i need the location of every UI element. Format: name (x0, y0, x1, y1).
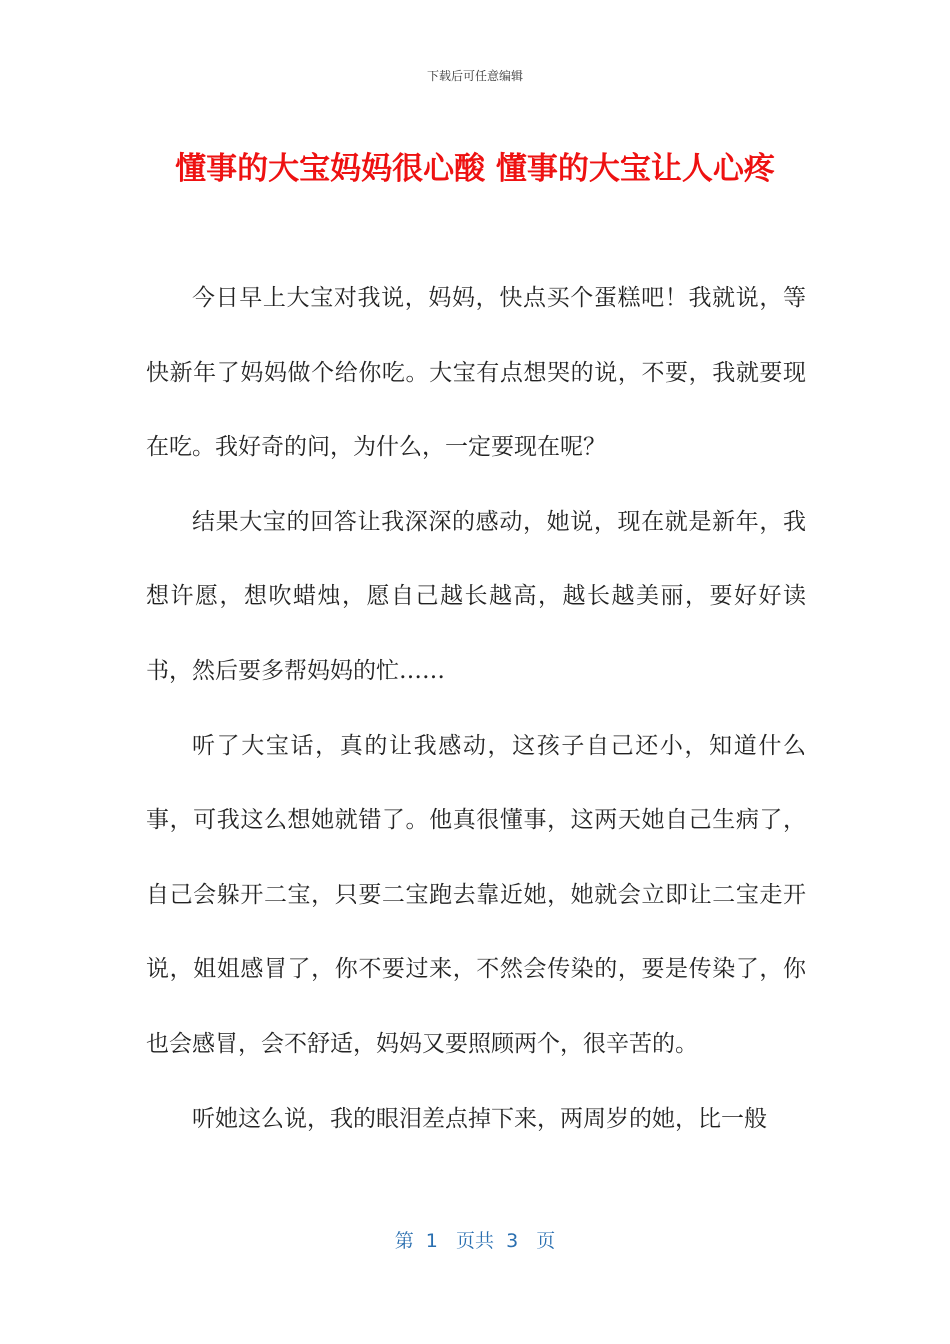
document-body (146, 261, 806, 1156)
paragraph: 今日早上大宝对我说，妈妈，快点买个蛋糕吧！我就说，等快新年了妈妈做个给你吃。大宝有点想哭的说，不要，我就要现在吃。我好奇的问，为什么，一定要现在呢？ (146, 285, 806, 461)
paragraph: 听她这么说，我的眼泪差点掉下来，两周岁的她，比一般 (192, 1105, 767, 1132)
paragraph: 听了大宝话，真的让我感动，这孩子自己还小，知道什么事，可我这么想她就错了。他真很懂事，这两天她自己生病了，自己会躲开二宝，只要二宝跑去靠近她，她就会立即让二宝走开说，姐姐感冒了，你不要过来，不然会传染的，要是传染了，你也会感冒，会不舒适，妈妈又要照顾两个，很辛苦的。 (146, 732, 806, 1057)
page-number-footer: 第 1 页共 3 页 (394, 1230, 556, 1252)
header-note: 下载后可任意编辑 (426, 69, 523, 83)
document-title: 懂事的大宝妈妈很心酸 懂事的大宝让人心疼 (175, 151, 775, 187)
paragraph: 结果大宝的回答让我深深的感动，她说，现在就是新年，我想许愿，想吹蜡烛，愿自己越长越高，越长越美丽，要好好读书，然后要多帮妈妈的忙…… (146, 508, 806, 684)
